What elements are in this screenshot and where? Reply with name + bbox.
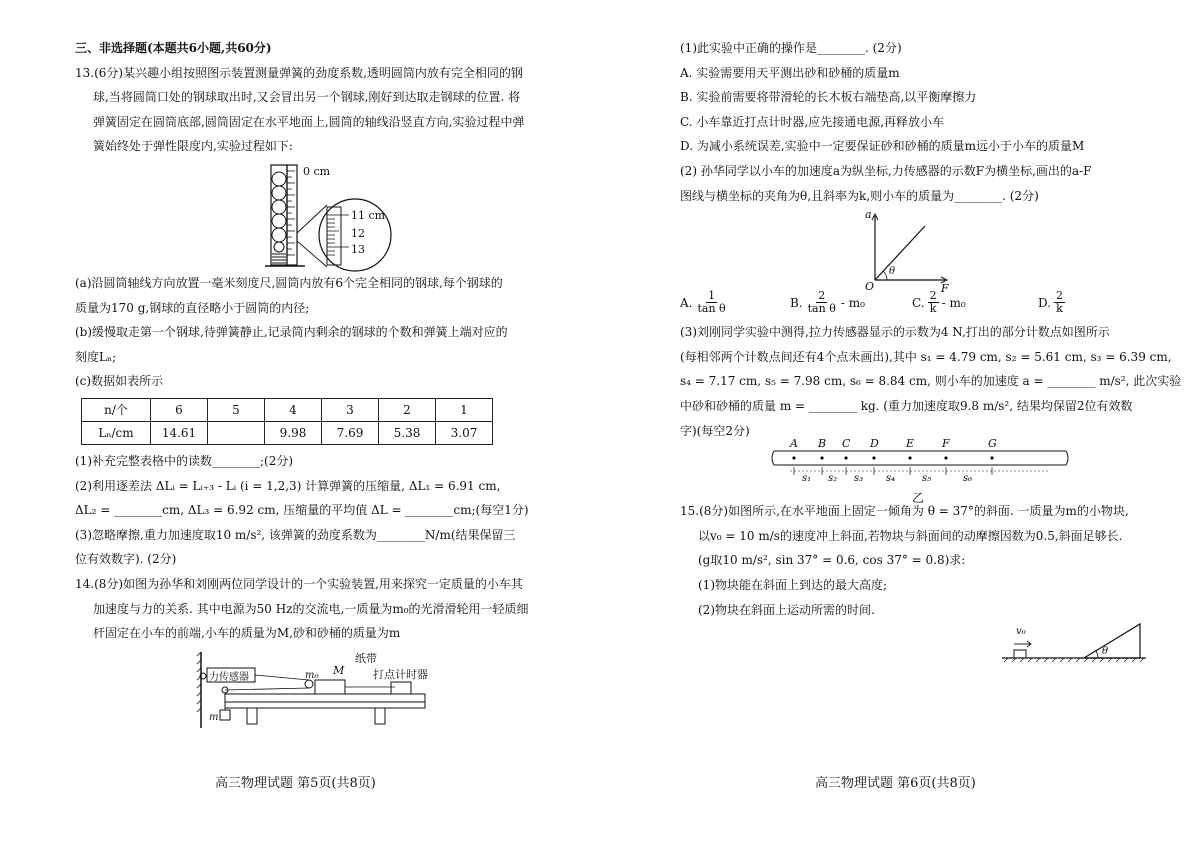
mass-option-d bbox=[1038, 290, 1068, 315]
denominator: tan θ bbox=[807, 302, 836, 316]
table-cell: 6 bbox=[151, 398, 208, 421]
section-header: 三、非选择题(本题共6小题,共60分) bbox=[75, 41, 272, 55]
q13-question-2-cont: ΔL₂ = ________cm, ΔL₃ = 6.92 cm, 压缩量的平均值 ΔL = ________cm;(每空1分) bbox=[75, 503, 529, 518]
numerator: 1 bbox=[708, 289, 716, 303]
tape-segment-label: s₅ bbox=[922, 473, 932, 485]
q13-question-3: (3)忽略摩擦,重力加速度取10 m/s², 该弹簧的劲度系数为________N/m(结果保留三 bbox=[75, 527, 516, 542]
tape-point-label-G: G bbox=[988, 437, 997, 451]
graph-label-F: F bbox=[941, 282, 949, 296]
label-tape: 纸带 bbox=[355, 651, 377, 665]
tape-segment-label: s₄ bbox=[886, 473, 896, 485]
incline-label-theta: θ bbox=[1102, 646, 1109, 658]
q14-part2-line-1: (2) 孙华同学以小车的加速度a为纵坐标,力传感器的示数F为横坐标,画出的a-F bbox=[680, 163, 1092, 178]
numerator: 2 bbox=[929, 289, 937, 303]
table-row bbox=[82, 421, 493, 444]
table-cell: 5 bbox=[208, 398, 265, 421]
mass-option-c bbox=[912, 290, 966, 315]
left-page bbox=[75, 40, 575, 730]
cart-apparatus-figure bbox=[195, 650, 455, 730]
q14-part3-line-5: 字)(每空2分) bbox=[680, 423, 750, 438]
q14-line-3: 杆固定在小车的前端,小车的质量为M,砂和砂桶的质量为m bbox=[93, 626, 401, 641]
fraction bbox=[806, 290, 838, 315]
tape-segment-label: s₃ bbox=[854, 473, 864, 485]
data-table bbox=[81, 398, 493, 445]
option-letter: B. bbox=[790, 295, 803, 310]
option-tail: - m₀ bbox=[840, 295, 865, 310]
q13-line-3: 弹簧固定在圆筒底部,圆筒固定在水平地面上,圆筒的轴线沿竖直方向,实验过程中弹 bbox=[93, 114, 525, 129]
scale-label-12: 12 bbox=[351, 226, 365, 240]
numerator: 2 bbox=[818, 289, 826, 303]
table-cell: 5.38 bbox=[379, 421, 436, 444]
table-cell-blank bbox=[208, 421, 265, 444]
q13-step-a-2: 质量为170 g,钢球的直径略小于圆筒的内径; bbox=[75, 300, 310, 315]
tape-point-label-F: F bbox=[942, 437, 950, 451]
table-cell: 7.69 bbox=[322, 421, 379, 444]
footer-page-5: 高三物理试题 第5页(共8页) bbox=[215, 776, 376, 791]
tape-segment-label: s₁ bbox=[802, 473, 812, 485]
denominator: tan θ bbox=[697, 302, 726, 316]
fraction bbox=[695, 290, 727, 315]
a-f-graph bbox=[865, 208, 955, 296]
q13-question-2: (2)利用逐差法 ΔLᵢ = Lᵢ₊₃ - Lᵢ (i = 1,2,3) 计算弹簧的压缩量, ΔL₁ = 6.91 cm, bbox=[75, 478, 501, 493]
mass-option-b bbox=[790, 290, 865, 315]
label-force-sensor: 力传感器 bbox=[209, 671, 249, 683]
q14-option-b: B. 实验前需要将带滑轮的长木板右端垫高,以平衡摩擦力 bbox=[680, 90, 977, 105]
tape-dot-F bbox=[944, 457, 947, 460]
option-letter: A. bbox=[680, 295, 693, 310]
fraction bbox=[1054, 290, 1065, 315]
incline-figure bbox=[1000, 622, 1150, 668]
tape-segment-label: s₆ bbox=[963, 473, 973, 485]
option-letter: C. bbox=[912, 295, 925, 310]
fraction bbox=[928, 290, 939, 315]
q14-option-a: A. 实验需要用天平测出砂和砂桶的质量m bbox=[680, 65, 900, 80]
mass-option-a bbox=[680, 290, 731, 315]
tape-dot-E bbox=[908, 457, 911, 460]
q13-step-c: (c)数据如表所示 bbox=[75, 374, 164, 389]
right-page bbox=[680, 40, 1182, 668]
paper-tape-figure bbox=[770, 437, 1070, 506]
q13-line-1: 13.(6分)某兴趣小组按照图示装置测量弹簧的劲度系数,透明圆筒内放有完全相同的钢 bbox=[75, 65, 523, 80]
tape-point-label-E: E bbox=[906, 437, 915, 451]
label-m: m bbox=[209, 711, 219, 723]
q15-line-1: 15.(8分)如图所示,在水平地面上固定一倾角为 θ = 37°的斜面. 一质量为m的小物块, bbox=[680, 504, 1129, 519]
q13-step-b-2: 刻度Lₙ; bbox=[75, 349, 117, 364]
table-cell: 9.98 bbox=[265, 421, 322, 444]
graph-label-theta: θ bbox=[889, 266, 896, 278]
q14-part3-line-4: 中砂和砂桶的质量 m = ________ kg. (重力加速度取9.8 m/s², 结果均保留2位有效数 bbox=[680, 398, 1133, 413]
tape-dot-B bbox=[820, 457, 823, 460]
q13-line-4: 簧始终处于弹性限度内,实验过程如下: bbox=[93, 139, 293, 154]
tape-point-label-C: C bbox=[842, 437, 851, 451]
tape-point-label-A: A bbox=[790, 437, 798, 451]
spring-ruler-figure bbox=[265, 163, 575, 275]
q13-line-2: 球,当将圆筒口处的钢球取出时,又会冒出另一个钢球,刚好到达取走钢球的位置. 将 bbox=[93, 90, 521, 105]
option-letter: D. bbox=[1038, 295, 1052, 310]
q15-question-2: (2)物块在斜面上运动所需的时间. bbox=[698, 602, 875, 617]
numerator: 2 bbox=[1056, 289, 1064, 303]
graph-label-a: a bbox=[865, 208, 872, 222]
tape-dot-A bbox=[792, 457, 795, 460]
tape-dot-G bbox=[990, 457, 993, 460]
table-cell: 1 bbox=[436, 398, 493, 421]
table-header-n: n/个 bbox=[82, 398, 151, 421]
tape-point-label-D: D bbox=[870, 437, 879, 451]
table-cell: 3.07 bbox=[436, 421, 493, 444]
label-timer: 打点计时器 bbox=[373, 667, 428, 681]
table-cell: 14.61 bbox=[151, 421, 208, 444]
q13-step-b-1: (b)缓慢取走第一个钢球,待弹簧静止,记录筒内剩余的钢球的个数和弹簧上端对应的 bbox=[75, 325, 508, 340]
footer-page-6: 高三物理试题 第6页(共8页) bbox=[815, 776, 976, 791]
q14-part3-line-2: (每相邻两个计数点间还有4个点未画出),其中 s₁ = 4.79 cm, s₂ = 5.61 cm, s₃ = 6.39 cm, bbox=[680, 349, 1172, 364]
tape-dot-C bbox=[844, 457, 847, 460]
table-cell: 2 bbox=[379, 398, 436, 421]
tape-point-label-B: B bbox=[818, 437, 827, 451]
table-header-l: Lₙ/cm bbox=[82, 421, 151, 444]
q15-question-1: (1)物块能在斜面上到达的最大高度; bbox=[698, 577, 888, 592]
incline-label-v0: v₀ bbox=[1016, 626, 1026, 638]
scale-label-11cm: 11 cm bbox=[351, 208, 386, 222]
option-tail: - m₀ bbox=[941, 295, 966, 310]
table-cell: 3 bbox=[322, 398, 379, 421]
denominator: k bbox=[929, 302, 937, 316]
label-M: M bbox=[333, 663, 345, 677]
mass-options bbox=[680, 290, 1150, 316]
q13-question-1: (1)补充完整表格中的读数________;(2分) bbox=[75, 453, 294, 468]
graph-label-O: O bbox=[865, 280, 875, 294]
table-cell: 4 bbox=[265, 398, 322, 421]
q15-line-2: 以v₀ = 10 m/s的速度冲上斜面,若物块与斜面间的动摩擦因数为0.5,斜面足够长. bbox=[698, 528, 1123, 543]
label-m0: m₀ bbox=[305, 669, 319, 681]
q15-line-3: (g取10 m/s², sin 37° = 0.6, cos 37° = 0.8)求: bbox=[698, 553, 966, 568]
q14-part1-prompt: (1)此实验中正确的操作是________. (2分) bbox=[680, 41, 902, 55]
tape-caption: 乙 bbox=[912, 491, 925, 506]
table-row bbox=[82, 398, 493, 421]
tape-segment-label: s₂ bbox=[828, 473, 838, 485]
q14-option-d: D. 为减小系统误差,实验中一定要保证砂和砂桶的质量m远小于小车的质量M bbox=[680, 139, 1085, 154]
scale-label-13: 13 bbox=[351, 242, 365, 256]
q14-part2-line-2: 图线与横坐标的夹角为θ,且斜率为k,则小车的质量为________. (2分) bbox=[680, 188, 1039, 203]
tape-dot-D bbox=[872, 457, 875, 460]
q14-part3-line-3: s₄ = 7.17 cm, s₅ = 7.98 cm, s₆ = 8.84 cm, 则小车的加速度 a = ________ m/s², 此次实验 bbox=[680, 374, 1182, 389]
q14-part3-line-1: (3)刘刚同学实验中测得,拉力传感器显示的示数为4 N,打出的部分计数点如图所示 bbox=[680, 325, 1110, 340]
q14-line-1: 14.(8分)如图为孙华和刘刚两位同学设计的一个实验装置,用来探究一定质量的小车其 bbox=[75, 576, 523, 591]
denominator: k bbox=[1056, 302, 1063, 316]
q13-step-a-1: (a)沿圆筒轴线方向放置一毫米刻度尺,圆筒内放有6个完全相同的钢球,每个钢球的 bbox=[75, 275, 503, 290]
q13-question-3-cont: 位有效数字). (2分) bbox=[75, 552, 177, 567]
q14-line-2: 加速度与力的关系. 其中电源为50 Hz的交流电,一质量为m₀的光滑滑轮用一轻质细 bbox=[93, 601, 529, 616]
q14-option-c: C. 小车靠近打点计时器,应先接通电源,再释放小车 bbox=[680, 114, 945, 129]
scale-label-0cm: 0 cm bbox=[303, 164, 331, 178]
